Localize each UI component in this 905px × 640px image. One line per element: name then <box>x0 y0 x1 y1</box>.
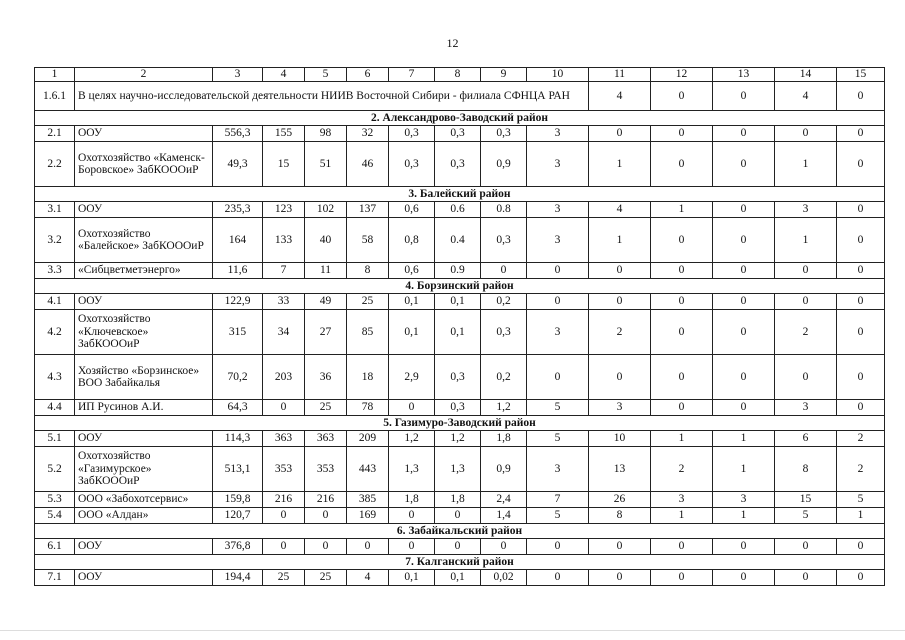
cell-value: 0 <box>713 202 775 218</box>
cell-value: 216 <box>305 492 347 508</box>
cell-value: 203 <box>263 355 305 400</box>
cell-value: 0,3 <box>481 218 527 263</box>
cell-value: 0 <box>651 263 713 279</box>
cell-value: 0 <box>263 539 305 555</box>
row-name: В целях научно-исследовательской деятельности НИИВ Восточной Сибири - филиала СФНЦА РАН <box>75 82 589 111</box>
row-name: «Сибцветметэнерго» <box>75 263 213 279</box>
cell-value: 0 <box>775 263 837 279</box>
cell-value: 155 <box>263 126 305 142</box>
cell-value: 120,7 <box>213 508 263 524</box>
table-row <box>35 508 885 524</box>
cell-value: 0.8 <box>481 202 527 218</box>
cell-value: 123 <box>263 202 305 218</box>
cell-value: 159,8 <box>213 492 263 508</box>
cell-value: 363 <box>263 431 305 447</box>
cell-value: 0 <box>263 400 305 416</box>
cell-value: 0 <box>713 310 775 355</box>
cell-value: 3 <box>527 218 589 263</box>
cell-value: 8 <box>589 508 651 524</box>
cell-value: 0 <box>713 263 775 279</box>
cell-value: 25 <box>305 400 347 416</box>
cell-value: 0 <box>651 400 713 416</box>
cell-value: 0,3 <box>481 310 527 355</box>
page-number: 12 <box>446 36 459 50</box>
cell-value: 49 <box>305 294 347 310</box>
column-header: 4 <box>263 68 305 82</box>
cell-value: 0,02 <box>481 570 527 586</box>
cell-value: 0 <box>775 570 837 586</box>
column-header: 14 <box>775 68 837 82</box>
cell-value: 2 <box>837 447 885 492</box>
cell-value: 49,3 <box>213 142 263 187</box>
row-number: 2.2 <box>35 142 75 187</box>
cell-value: 0,1 <box>435 310 481 355</box>
cell-value: 0 <box>527 539 589 555</box>
cell-value: 2 <box>651 447 713 492</box>
column-header: 3 <box>213 68 263 82</box>
cell-value: 0 <box>713 400 775 416</box>
cell-value: 133 <box>263 218 305 263</box>
cell-value: 0,1 <box>435 570 481 586</box>
cell-value: 0,3 <box>389 126 435 142</box>
quota-table <box>34 67 885 586</box>
cell-value: 98 <box>305 126 347 142</box>
cell-value: 0 <box>651 294 713 310</box>
cell-value: 33 <box>263 294 305 310</box>
cell-value: 85 <box>347 310 389 355</box>
cell-value: 6 <box>775 431 837 447</box>
column-header: 1 <box>35 68 75 82</box>
section-title: 2. Александрово-Заводский район <box>35 111 885 126</box>
cell-value: 0,3 <box>435 126 481 142</box>
row-number: 5.3 <box>35 492 75 508</box>
cell-value: 0,6 <box>389 202 435 218</box>
row-name: ИП Русинов А.И. <box>75 400 213 416</box>
cell-value: 0 <box>775 294 837 310</box>
cell-value: 0 <box>837 294 885 310</box>
cell-value: 0 <box>589 355 651 400</box>
table-row <box>35 142 885 187</box>
cell-value: 0 <box>837 310 885 355</box>
cell-value: 0 <box>651 126 713 142</box>
cell-value: 0 <box>305 539 347 555</box>
cell-value: 34 <box>263 310 305 355</box>
cell-value: 0 <box>837 126 885 142</box>
cell-value: 3 <box>651 492 713 508</box>
row-number: 4.1 <box>35 294 75 310</box>
cell-value: 13 <box>589 447 651 492</box>
column-header: 2 <box>75 68 213 82</box>
column-header: 7 <box>389 68 435 82</box>
cell-value: 3 <box>527 310 589 355</box>
cell-value: 0.9 <box>435 263 481 279</box>
cell-value: 0,1 <box>389 570 435 586</box>
cell-value: 3 <box>589 400 651 416</box>
cell-value: 0,1 <box>435 294 481 310</box>
cell-value: 137 <box>347 202 389 218</box>
cell-value: 3 <box>527 447 589 492</box>
cell-value: 1,8 <box>389 492 435 508</box>
cell-value: 1 <box>713 508 775 524</box>
row-number: 1.6.1 <box>35 82 75 111</box>
column-header: 6 <box>347 68 389 82</box>
cell-value: 0,3 <box>435 142 481 187</box>
cell-value: 32 <box>347 126 389 142</box>
cell-value: 216 <box>263 492 305 508</box>
cell-value: 4 <box>589 82 651 111</box>
row-number: 6.1 <box>35 539 75 555</box>
cell-value: 0 <box>651 218 713 263</box>
cell-value: 15 <box>775 492 837 508</box>
cell-value: 0,6 <box>389 263 435 279</box>
cell-value: 1 <box>713 447 775 492</box>
cell-value: 0 <box>837 218 885 263</box>
row-name: ООУ <box>75 294 213 310</box>
row-number: 4.2 <box>35 310 75 355</box>
cell-value: 3 <box>713 492 775 508</box>
cell-value: 1 <box>651 202 713 218</box>
row-name: ООУ <box>75 431 213 447</box>
column-header: 9 <box>481 68 527 82</box>
cell-value: 1 <box>589 218 651 263</box>
cell-value: 0 <box>435 508 481 524</box>
cell-value: 102 <box>305 202 347 218</box>
cell-value: 0,2 <box>481 355 527 400</box>
cell-value: 2 <box>775 310 837 355</box>
cell-value: 0 <box>589 263 651 279</box>
row-number: 3.3 <box>35 263 75 279</box>
cell-value: 1 <box>775 218 837 263</box>
cell-value: 1 <box>713 431 775 447</box>
cell-value: 5 <box>527 431 589 447</box>
cell-value: 0 <box>837 539 885 555</box>
table-row <box>35 218 885 263</box>
cell-value: 0 <box>837 570 885 586</box>
section-header-row <box>35 279 885 294</box>
section-header-row <box>35 555 885 570</box>
cell-value: 0 <box>713 355 775 400</box>
cell-value: 46 <box>347 142 389 187</box>
table-row <box>35 310 885 355</box>
row-name: Хозяйство «Борзинское» ВОО Забайкалья <box>75 355 213 400</box>
cell-value: 5 <box>527 400 589 416</box>
cell-value: 3 <box>527 142 589 187</box>
cell-value: 2,9 <box>389 355 435 400</box>
column-header: 11 <box>589 68 651 82</box>
cell-value: 0 <box>435 539 481 555</box>
cell-value: 0 <box>837 142 885 187</box>
cell-value: 10 <box>589 431 651 447</box>
cell-value: 4 <box>589 202 651 218</box>
row-number: 7.1 <box>35 570 75 586</box>
cell-value: 0 <box>837 400 885 416</box>
section-header-row <box>35 111 885 126</box>
cell-value: 0 <box>837 263 885 279</box>
table-row <box>35 126 885 142</box>
cell-value: 122,9 <box>213 294 263 310</box>
row-number: 4.3 <box>35 355 75 400</box>
cell-value: 0 <box>589 539 651 555</box>
cell-value: 0 <box>389 508 435 524</box>
cell-value: 15 <box>263 142 305 187</box>
row-name: ООУ <box>75 126 213 142</box>
cell-value: 11 <box>305 263 347 279</box>
cell-value: 25 <box>305 570 347 586</box>
row-name: ООУ <box>75 539 213 555</box>
row-number: 3.2 <box>35 218 75 263</box>
cell-value: 0 <box>481 263 527 279</box>
cell-value: 51 <box>305 142 347 187</box>
table-row <box>35 263 885 279</box>
cell-value: 3 <box>527 202 589 218</box>
cell-value: 5 <box>527 508 589 524</box>
cell-value: 556,3 <box>213 126 263 142</box>
table-row <box>35 355 885 400</box>
cell-value: 5 <box>775 508 837 524</box>
cell-value: 0,8 <box>389 218 435 263</box>
cell-value: 1 <box>651 508 713 524</box>
section-header-row <box>35 416 885 431</box>
cell-value: 114,3 <box>213 431 263 447</box>
cell-value: 1 <box>837 508 885 524</box>
cell-value: 0 <box>527 355 589 400</box>
cell-value: 25 <box>347 294 389 310</box>
cell-value: 0 <box>651 570 713 586</box>
section-title: 7. Калганский район <box>35 555 885 570</box>
cell-value: 235,3 <box>213 202 263 218</box>
cell-value: 0,9 <box>481 447 527 492</box>
cell-value: 385 <box>347 492 389 508</box>
row-number: 3.1 <box>35 202 75 218</box>
cell-value: 58 <box>347 218 389 263</box>
cell-value: 0 <box>837 355 885 400</box>
cell-value: 376,8 <box>213 539 263 555</box>
cell-value: 0 <box>651 142 713 187</box>
cell-value: 0,2 <box>481 294 527 310</box>
row-name: ООУ <box>75 570 213 586</box>
cell-value: 0 <box>651 82 713 111</box>
cell-value: 0 <box>527 570 589 586</box>
row-name: ООО «Забохотсервис» <box>75 492 213 508</box>
cell-value: 0 <box>713 294 775 310</box>
table-row <box>35 400 885 416</box>
cell-value: 0 <box>389 400 435 416</box>
cell-value: 0.6 <box>435 202 481 218</box>
cell-value: 8 <box>775 447 837 492</box>
cell-value: 1 <box>775 142 837 187</box>
column-header: 12 <box>651 68 713 82</box>
cell-value: 0,3 <box>435 400 481 416</box>
column-header: 15 <box>837 68 885 82</box>
section-title: 5. Газимуро-Заводский район <box>35 416 885 431</box>
cell-value: 0 <box>589 126 651 142</box>
cell-value: 7 <box>527 492 589 508</box>
cell-value: 0 <box>589 294 651 310</box>
cell-value: 3 <box>775 202 837 218</box>
table-row <box>35 202 885 218</box>
cell-value: 8 <box>347 263 389 279</box>
table-row <box>35 492 885 508</box>
row-name: ООО «Алдан» <box>75 508 213 524</box>
cell-value: 0 <box>263 508 305 524</box>
row-number: 4.4 <box>35 400 75 416</box>
cell-value: 1,2 <box>389 431 435 447</box>
cell-value: 27 <box>305 310 347 355</box>
cell-value: 363 <box>305 431 347 447</box>
column-number-row <box>35 68 885 82</box>
cell-value: 2 <box>589 310 651 355</box>
cell-value: 1,4 <box>481 508 527 524</box>
cell-value: 4 <box>775 82 837 111</box>
cell-value: 26 <box>589 492 651 508</box>
cell-value: 0 <box>589 570 651 586</box>
cell-value: 1,2 <box>481 400 527 416</box>
cell-value: 0,1 <box>389 310 435 355</box>
cell-value: 0 <box>713 142 775 187</box>
cell-value: 353 <box>263 447 305 492</box>
cell-value: 2,4 <box>481 492 527 508</box>
table-row <box>35 294 885 310</box>
section-title: 3. Балейский район <box>35 187 885 202</box>
cell-value: 1,8 <box>481 431 527 447</box>
cell-value: 1,3 <box>389 447 435 492</box>
cell-value: 0 <box>713 82 775 111</box>
cell-value: 0 <box>713 126 775 142</box>
table-row <box>35 539 885 555</box>
cell-value: 443 <box>347 447 389 492</box>
cell-value: 0 <box>347 539 389 555</box>
cell-value: 1,2 <box>435 431 481 447</box>
row-name: ООУ <box>75 202 213 218</box>
cell-value: 0 <box>651 539 713 555</box>
cell-value: 0 <box>389 539 435 555</box>
cell-value: 1,3 <box>435 447 481 492</box>
row-name: Охотхозяйство «Каменск-Боровское» ЗабКОООиР <box>75 142 213 187</box>
cell-value: 0 <box>305 508 347 524</box>
cell-value: 169 <box>347 508 389 524</box>
row-name: Охотхозяйство «Балейское» ЗабКОООиР <box>75 218 213 263</box>
row-name: Охотхозяйство «Ключевское» ЗабКОООиР <box>75 310 213 355</box>
row-number: 2.1 <box>35 126 75 142</box>
cell-value: 164 <box>213 218 263 263</box>
cell-value: 0,1 <box>389 294 435 310</box>
cell-value: 1 <box>651 431 713 447</box>
table-row <box>35 570 885 586</box>
cell-value: 315 <box>213 310 263 355</box>
cell-value: 0,9 <box>481 142 527 187</box>
cell-value: 0 <box>713 570 775 586</box>
cell-value: 18 <box>347 355 389 400</box>
row-number: 5.4 <box>35 508 75 524</box>
cell-value: 3 <box>527 126 589 142</box>
section-title: 4. Борзинский район <box>35 279 885 294</box>
cell-value: 0 <box>775 126 837 142</box>
cell-value: 11,6 <box>213 263 263 279</box>
cell-value: 0 <box>527 294 589 310</box>
cell-value: 0 <box>837 202 885 218</box>
cell-value: 0,3 <box>481 126 527 142</box>
cell-value: 1 <box>589 142 651 187</box>
cell-value: 0.4 <box>435 218 481 263</box>
cell-value: 0 <box>713 218 775 263</box>
cell-value: 0,3 <box>435 355 481 400</box>
column-header: 13 <box>713 68 775 82</box>
cell-value: 0 <box>527 263 589 279</box>
table-row <box>35 431 885 447</box>
cell-value: 25 <box>263 570 305 586</box>
column-header: 10 <box>527 68 589 82</box>
cell-value: 1,8 <box>435 492 481 508</box>
cell-value: 513,1 <box>213 447 263 492</box>
section-title: 6. Забайкальский район <box>35 524 885 539</box>
cell-value: 0 <box>713 539 775 555</box>
page-bottom-edge <box>0 630 905 631</box>
section-header-row <box>35 524 885 539</box>
cell-value: 0 <box>775 539 837 555</box>
cell-value: 3 <box>775 400 837 416</box>
cell-value: 209 <box>347 431 389 447</box>
row-number: 5.1 <box>35 431 75 447</box>
cell-value: 0,3 <box>389 142 435 187</box>
cell-value: 0 <box>775 355 837 400</box>
cell-value: 70,2 <box>213 355 263 400</box>
cell-value: 5 <box>837 492 885 508</box>
cell-value: 0 <box>651 355 713 400</box>
column-header: 5 <box>305 68 347 82</box>
row-number: 5.2 <box>35 447 75 492</box>
table-row <box>35 447 885 492</box>
column-header: 8 <box>435 68 481 82</box>
cell-value: 36 <box>305 355 347 400</box>
cell-value: 194,4 <box>213 570 263 586</box>
cell-value: 353 <box>305 447 347 492</box>
table-row <box>35 82 885 111</box>
cell-value: 7 <box>263 263 305 279</box>
cell-value: 2 <box>837 431 885 447</box>
cell-value: 0 <box>651 310 713 355</box>
row-name: Охотхозяйство «Газимурское» ЗабКОООиР <box>75 447 213 492</box>
section-header-row <box>35 187 885 202</box>
cell-value: 64,3 <box>213 400 263 416</box>
cell-value: 78 <box>347 400 389 416</box>
cell-value: 0 <box>837 82 885 111</box>
cell-value: 0 <box>481 539 527 555</box>
cell-value: 4 <box>347 570 389 586</box>
cell-value: 40 <box>305 218 347 263</box>
